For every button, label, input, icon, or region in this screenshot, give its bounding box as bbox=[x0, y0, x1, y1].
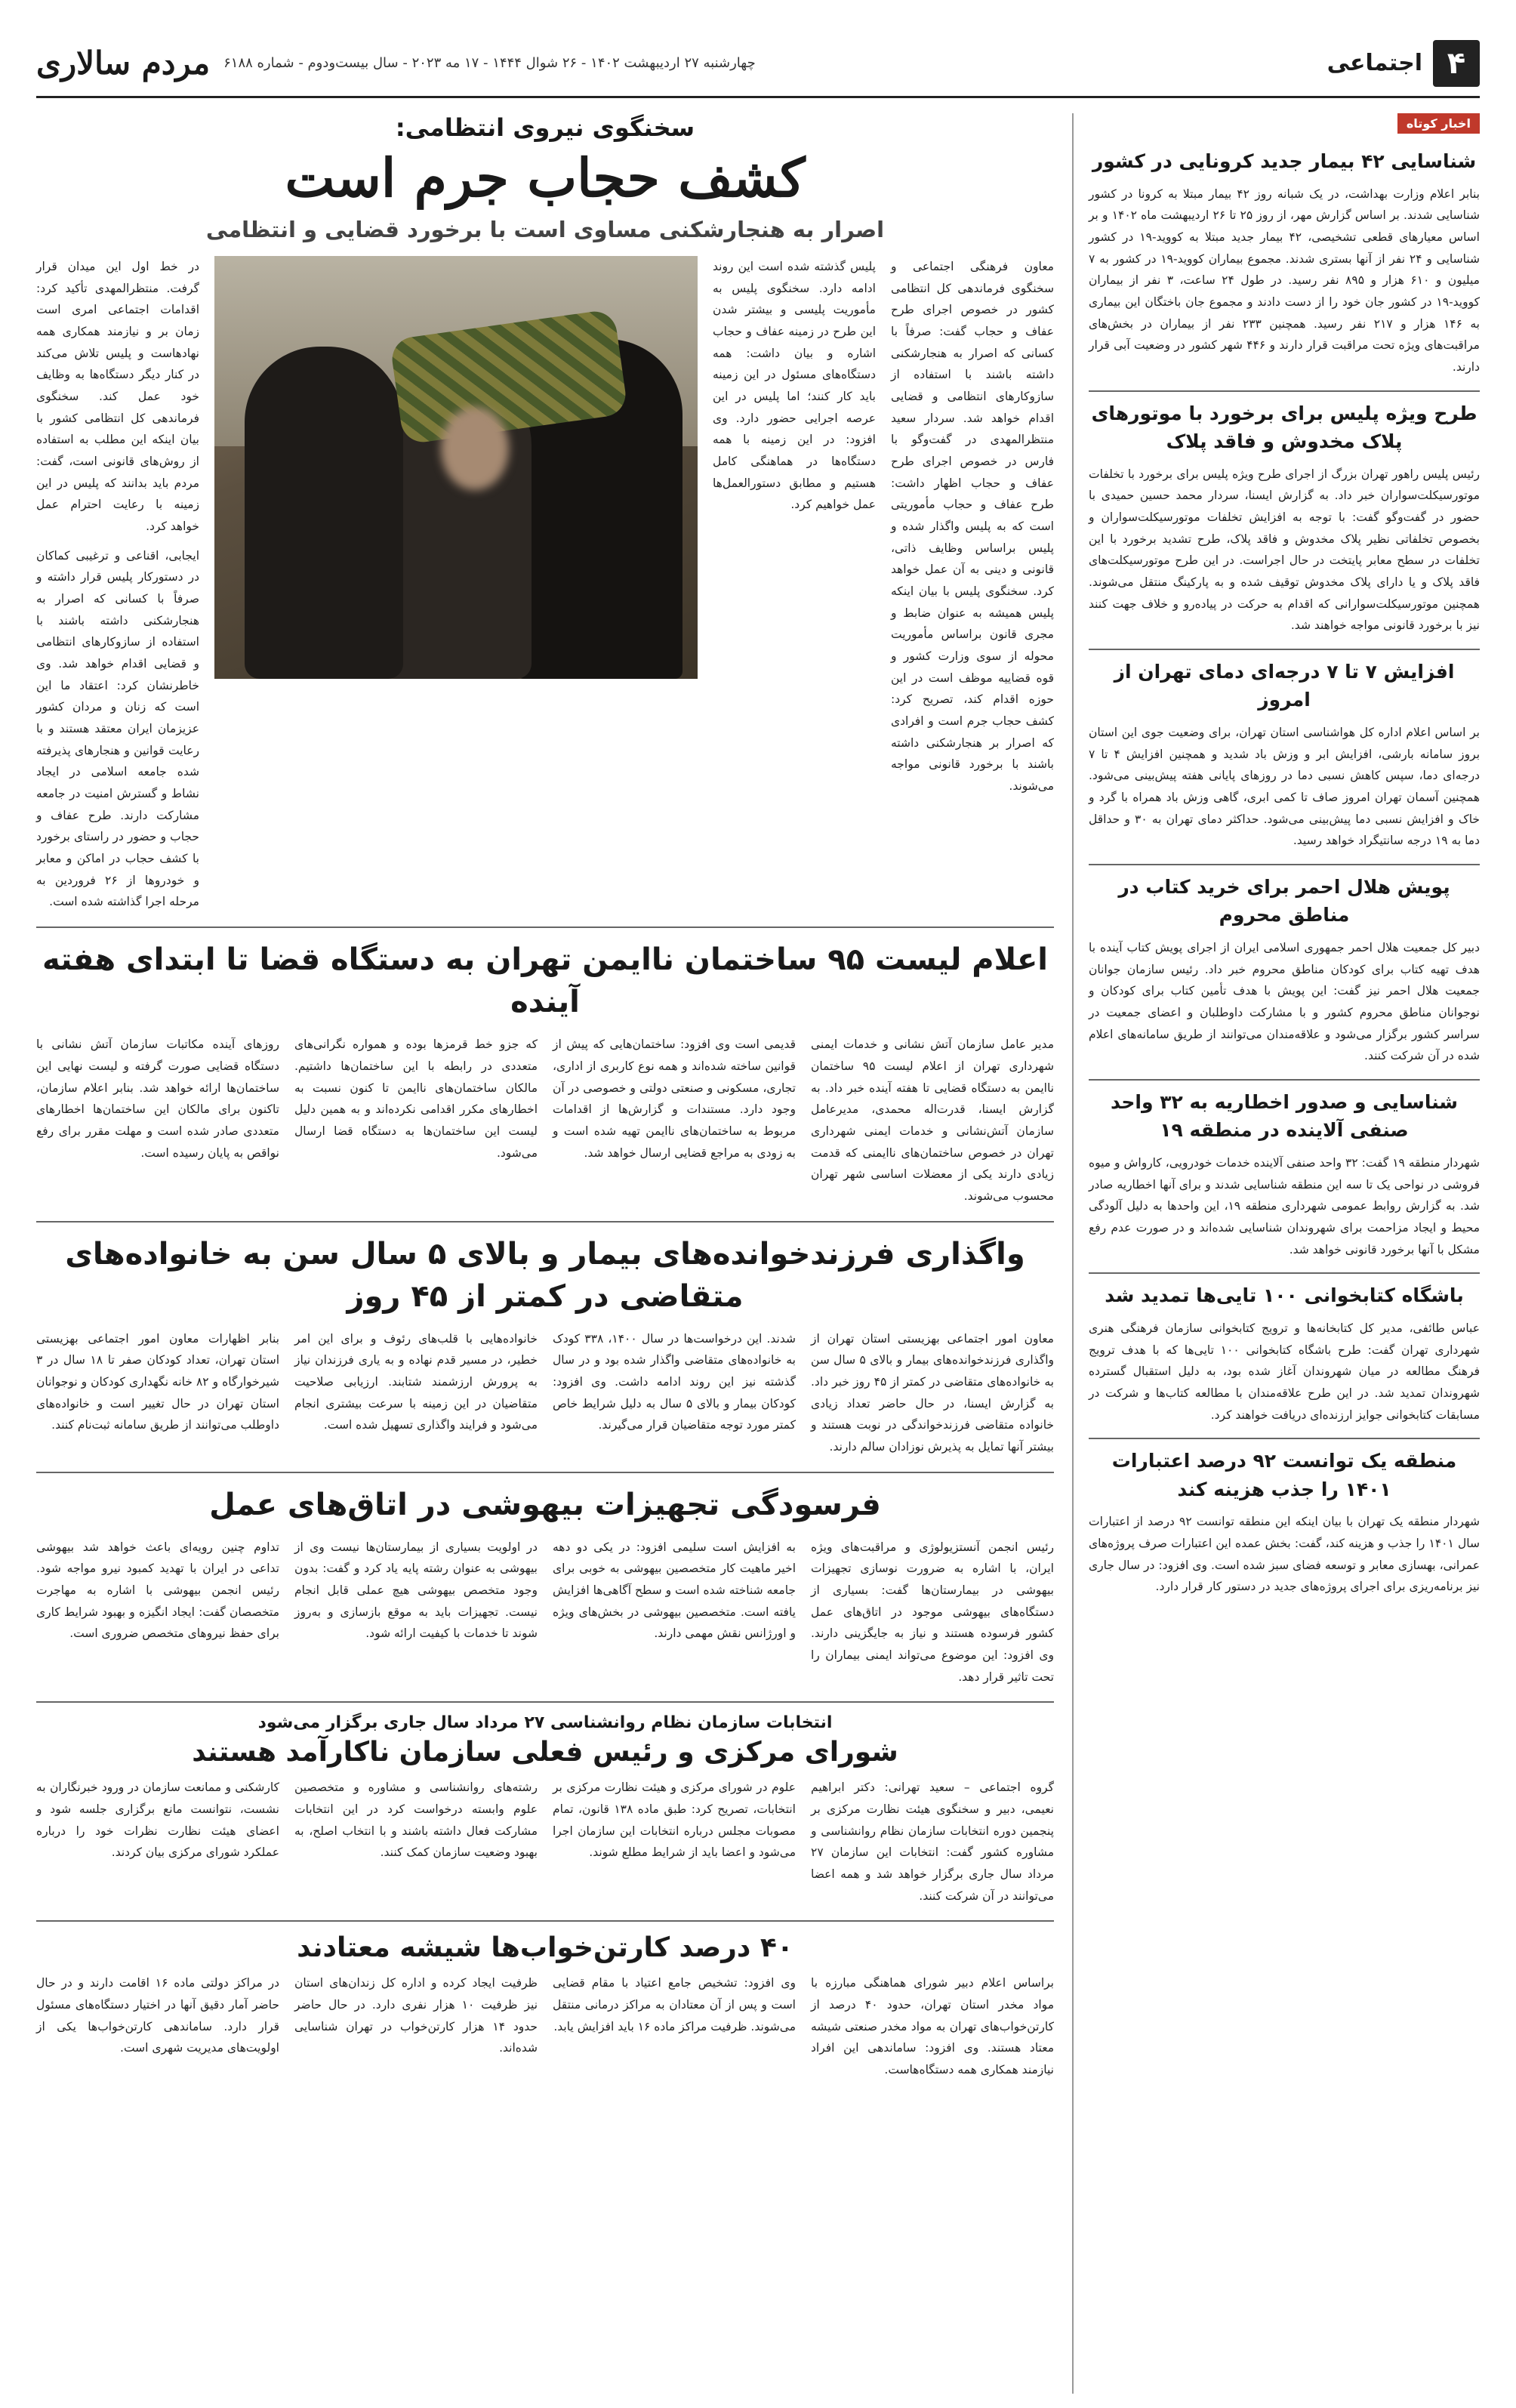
side-story-title: طرح ویژه پلیس برای برخورد با موتورهای پلاک مخدوش و فاقد پلاک bbox=[1091, 402, 1477, 453]
side-story-body: رئیس پلیس راهور تهران بزرگ از اجرای طرح ویژه پلیس برای برخورد با تخلفات موتورسیکلت‌سواران خبر داد. به گزارش ایسنا، سردار محمد حسین حمیدی با حضور در گفت‌وگو گفت: با توجه به افزایش تخلفات موتورسیکلت‌سواران و بخصوص تخلفاتی نظیر پلاک مخدوش و فاقد پلاک، طرح تشدید برخورد با این تخلفات در سطح معابر پایتخت در حال اجراست. در این طرح موتورسیکلت‌های فاقد پلاک و یا دارای پلاک مخدوش توقیف شده و به پارکینگ منتقل می‌شوند. همچنین موتورسیکلت‌سوارانی که اقدام به حرکت در پیاده‌رو و خلاف جهت کنند نیز با برخورد قانونی مواجه خواهند شد. bbox=[1089, 467, 1480, 633]
lead-subtitle: اصرار به هنجارشکنی مساوی است با برخورد قضایی و انتظامی bbox=[205, 217, 885, 242]
story-text: وی افزود: تشخیص جامع اعتیاد با مقام قضایی است و پس از آن معتادان به مراکز درمانی منتقل می‌شوند. ظرفیت مراکز ماده ۱۶ باید افزایش یابد. bbox=[553, 1976, 796, 2033]
short-news-tag: اخبار کوتاه bbox=[1397, 113, 1480, 134]
lead-column bbox=[891, 256, 1054, 913]
lead-story bbox=[36, 113, 1054, 928]
side-story-title: شناسایی ۴۲ بیمار جدید کرونایی در کشور bbox=[1092, 150, 1477, 172]
story-text: رئیس انجمن آنستزیولوژی و مراقبت‌های ویژه ایران، با اشاره به ضرورت نوسازی تجهیزات بیهوشی در بیمارستان‌ها گفت: بسیاری از دستگاه‌های بیهوشی موجود در اتاق‌های عمل کشور فرسوده هستند و نیاز به جایگزینی دارند. وی افزود: این موضوع می‌تواند ایمنی بیماران را تحت تاثیر قرار دهد. bbox=[811, 1540, 1054, 1684]
story-anesthesia bbox=[36, 1473, 1054, 1703]
story-unsafe-buildings bbox=[36, 928, 1054, 1222]
side-story-body: شهردار منطقه ۱۹ گفت: ۳۲ واحد صنفی آلاینده خدمات خودرویی، کارواش و میوه فروشی در نواحی یک تا سه این منطقه شناسایی شدند و برای آنها اخطاریه صادر شد. به گزارش روابط عمومی شهرداری منطقه ۱۹، این واحدها به دلیل آلودگی محیط و ایجاد مزاحمت برای شهروندان شناسایی شده‌اند و در صورت عدم رفع مشکل با آنها برخورد قانونی خواهد شد. bbox=[1089, 1155, 1480, 1256]
story-text: علوم در شورای مرکزی و هیئت نظارت مرکزی بر انتخابات، تصریح کرد: طبق ماده ۱۳۸ قانون، تمام مصوبات مجلس درباره انتخابات این سازمان اجرا می‌شود و اعضا باید از شرایط مطلع شوند. bbox=[553, 1781, 796, 1860]
lead-supertitle: سخنگوی نیروی انتظامی: bbox=[395, 113, 695, 142]
side-story bbox=[1089, 1274, 1480, 1439]
side-story-body: بنابر اعلام وزارت بهداشت، در یک شبانه روز ۴۲ بیمار مبتلا به کرونا در کشور شناسایی شدند. بر اساس گزارش مهر، از روز ۲۵ تا ۲۶ اردیبهشت ماه ۱۴۰۲ و بر اساس معیارهای قطعی تشخیصی، ۴۲ بیمار جدید مبتلا به کووید-۱۹ در کشور شناسایی و ۲۴ نفر از آنها بستری شدند. مجموع بیماران کووید-۱۹ در کشور به ۷ میلیون و ۶۱۰ هزار و ۸۹۵ نفر رسید. در طول ۲۴ ساعت، ۳ نفر از بیماران کووید-۱۹ در کشور جان خود را از دست دادند و مجموع جان باختگان این بیماری به ۱۴۶ هزار و ۲۱۷ نفر رسید. همچنین ۲۳۳ نفر از بیماران در بخش‌های مراقبت‌های ویژه تحت مراقبت قرار دارند و ۴۴۶ شهر کشور در وضعیت آبی قرار دارند. bbox=[1089, 187, 1480, 374]
side-story-body: بر اساس اعلام اداره کل هواشناسی استان تهران، برای وضعیت جوی این استان بروز سامانه بارشی، افزایش ابر و وزش باد شدید و همچنین افزایش ۴ تا ۷ درجه‌ای دما، سپس کاهش نسبی دما در روزهای پایانی هفته پیش‌بینی می‌شود. همچنین آسمان تهران امروز صاف تا کمی ابری، گاهی وزش باد همراه با گرد و خاک و افزایش نسبی دما پیش‌بینی می‌شود. حداکثر دمای تهران به ۳۰ و حداقل دما به ۱۹ درجه سانتیگراد خواهد رسید. bbox=[1089, 725, 1481, 848]
story-text: شدند. این درخواست‌ها در سال ۱۴۰۰، ۳۳۸ کودک به خانواده‌های متقاضی واگذار شده بود و در سال گذشته نیز این روند ادامه داشت. وی افزود: کودکان بیمار و بالای ۵ سال به دلیل شرایط خاص کمتر مورد توجه متقاضیان قرار می‌گیرند. bbox=[553, 1331, 796, 1432]
lead-body bbox=[36, 256, 1054, 913]
story-headline: شورای مرکزی و رئیس فعلی سازمان ناکارآمد هستند bbox=[192, 1737, 898, 1768]
lead-text: در خط اول این میدان قرار گرفت. منتظرالمهدی تأکید کرد: اقدامات اجتماعی امری است زمان بر و نیازمند همکاری همه نهادهاست و پلیس تلاش می‌کند در کنار دیگر دستگاه‌ها به وظایف خود عمل کند. سخنگوی فرماندهی کل انتظامی کشور با بیان اینکه این مطلب به استفاده از روش‌های قانونی است، گفت: مردم باید بدانند که پلیس در این زمینه با رعایت احترام عمل خواهد کرد. bbox=[36, 260, 199, 534]
lead-column bbox=[713, 256, 876, 913]
side-story-body: شهردار منطقه یک تهران با بیان اینکه این منطقه توانست ۹۲ درصد از اعتبارات سال ۱۴۰۱ را جذب و هزینه کند، گفت: بخش عمده این اعتبارات صرف پروژه‌های عمرانی، بهسازی معابر و توسعه فضای سبز شده است. وی افزود: در سال جاری نیز برنامه‌ریزی برای اجرای پروژه‌های جدید در دستور کار قرار دارد. bbox=[1089, 1515, 1481, 1594]
section-name: اجتماعی bbox=[1326, 50, 1422, 76]
story-text: که جزو خط قرمزها بوده و همواره نگرانی‌های متعددی در رابطه با این ساختمان‌ها داشتیم. مالکان ساختمان‌های ناایمن تا کنون نسبت به اخطارهای مکرر اقدامی نکرده‌اند و به همین دلیل لیست این ساختمان‌ها به دستگاه قضا ارسال می‌شود. bbox=[294, 1038, 538, 1160]
story-text: بنابر اظهارات معاون امور اجتماعی بهزیستی استان تهران، تعداد کودکان صفر تا ۱۸ سال در ۳ شیرخوارگاه و ۸۲ خانه نگهداری کودکان و نوجوانان استان تهران در حال تغییر است و خانواده‌های داوطلب می‌توانند از طریق سامانه ثبت‌نام کنند. bbox=[36, 1331, 280, 1432]
side-story bbox=[1089, 1081, 1480, 1274]
side-story-title: افزایش ۷ تا ۷ درجه‌ای دمای تهران از امروز bbox=[1114, 660, 1455, 711]
side-story-title: منطقه یک توانست ۹۲ درصد اعتبارات ۱۴۰۱ را جذب هزینه کند bbox=[1111, 1450, 1457, 1500]
story-text: روزهای آینده مکاتبات سازمان آتش نشانی با دستگاه قضایی صورت گرفته و لیست نهایی این ساختمان‌ها ارائه خواهد شد. بنابر اعلام سازمان، تاکنون برای مالکان این ساختمان‌ها اخطارهای متعددی صادر شده است و مهلت مقرر برای رفع نواقص به پایان رسیده است. bbox=[36, 1038, 279, 1160]
story-adoption bbox=[36, 1222, 1054, 1473]
side-story bbox=[1089, 650, 1480, 865]
section-header bbox=[1327, 40, 1480, 87]
side-story-body: دبیر کل جمعیت هلال احمر جمهوری اسلامی ایران از اجرای پویش کتاب آینده با هدف تهیه کتاب برای کودکان مناطق محروم خبر داد. رئیس سازمان جوانان جمعیت هلال احمر نیز گفت: این پویش با هدف تأمین کتاب برای کودکان و نوجوانان مناطق محروم کشور و با مشارکت داوطلبان و اعضای جمعیت در سراسر کشور برگزار می‌شود و علاقه‌مندان می‌توانند از طریق سامانه‌های اعلام شده در آن شرکت کنند. bbox=[1089, 940, 1480, 1063]
paper-header bbox=[36, 45, 756, 82]
lead-column bbox=[36, 256, 199, 913]
side-story-title: باشگاه کتابخوانی ۱۰۰ تایی‌ها تمدید شد bbox=[1105, 1284, 1464, 1307]
story-text: تداوم چنین رویه‌ای باعث خواهد شد بیهوشی تداعی در ایران با تهدید کمبود نیرو مواجه شود. رئیس انجمن بیهوشی با اشاره به مهاجرت متخصصان گفت: ایجاد انگیزه و بهبود شرایط کاری برای حفظ نیروهای متخصص ضروری است. bbox=[36, 1540, 279, 1641]
story-text: در مراکز دولتی ماده ۱۶ اقامت دارند و در حال حاضر آمار دقیق آنها در اختیار دستگاه‌های مسئول قرار دارد. ساماندهی کارتن‌خواب‌ها یکی از اولویت‌های مدیریت شهری است. bbox=[36, 1976, 279, 2055]
news-sidebar bbox=[1072, 113, 1480, 2394]
issue-line: چهارشنبه ۲۷ اردیبهشت ۱۴۰۲ - ۲۶ شوال ۱۴۴۴ - ۱۷ مه ۲۰۲۳ - سال بیست‌ودوم - شماره ۶۱۸۸ bbox=[223, 55, 756, 71]
story-text: ظرفیت ایجاد کرده و اداره کل زندان‌های استان نیز ظرفیت ۱۰ هزار نفری دارد. در حال حاضر حدود ۱۴ هزار کارتن‌خواب در تهران شناسایی شده‌اند. bbox=[294, 1976, 538, 2055]
story-kicker: انتخابات سازمان نظام روانشناسی ۲۷ مرداد سال جاری برگزار می‌شود bbox=[257, 1713, 833, 1733]
story-headline: اعلام لیست ۹۵ ساختمان ناایمن تهران به دستگاه قضا تا ابتدای هفته آینده bbox=[42, 942, 1049, 1020]
news-photo bbox=[214, 256, 698, 679]
story-text: به افزایش است سلیمی افزود: در یکی دو دهه اخیر ماهیت کار متخصصین بیهوشی به خوبی برای جامعه شناخته شده است و سطح آگاهی‌ها افزایش یافته است. متخصصین بیهوشی در بخش‌های ویژه و اورژانس نقش مهمی دارند. bbox=[553, 1540, 796, 1641]
side-story-title: شناسایی و صدور اخطاریه به ۳۲ واحد صنفی آلاینده در منطقه ۱۹ bbox=[1110, 1090, 1459, 1142]
paper-logo: مردم سالاری bbox=[36, 45, 211, 82]
masthead bbox=[36, 30, 1480, 98]
story-text: رشته‌های روانشناسی و مشاوره و متخصصین علوم وابسته درخواست کرد در این انتخابات مشارکت فعال داشته باشند و با انتخاب اصلح، به بهبود وضعیت سازمان کمک کنند. bbox=[294, 1781, 538, 1860]
page-number: ۴ bbox=[1433, 40, 1480, 87]
side-story bbox=[1089, 1439, 1480, 1610]
story-text: در اولویت بسیاری از بیمارستان‌ها نیست وی از بیهوشی به عنوان رشته پایه یاد کرد و گفت: بدون وجود متخصص بیهوشی هیچ عملی قابل انجام نیست. تجهیزات باید به موقع بازسازی و به‌روز شوند تا خدمات با کیفیت ارائه شود. bbox=[294, 1540, 538, 1641]
story-headline: واگذاری فرزندخوانده‌های بیمار و بالای ۵ سال سن به خانواده‌های متقاضی در کمتر از ۴۵ روز bbox=[65, 1236, 1025, 1314]
story-text: معاون امور اجتماعی بهزیستی استان تهران از واگذاری فرزندخوانده‌های بیمار و بالای ۵ سال سن به خانواده‌های متقاضی در کمتر از ۴۵ روز خبر داد. به گزارش ایسنا، در حال حاضر تعداد زیادی خانواده متقاضی فرزندخواندگی در نوبت هستند و بیشتر آنها تمایل به پذیرش نوزادان سالم دارند. bbox=[811, 1331, 1054, 1454]
story-text: قدیمی است وی افزود: ساختمان‌هایی که پیش از قوانین ساخته شده‌اند و همه نوع کاربری از اداری، تجاری، مسکونی و صنعتی دولتی و خصوصی در آن وجود دارد. مستندات و گزارش‌ها از اقدامات مربوط به ساختمان‌های ناایمن تهیه شده است و به زودی به مراجع قضایی ارسال خواهد شد. bbox=[553, 1038, 796, 1160]
side-story-title: پویش هلال احمر برای خرید کتاب در مناطق محروم bbox=[1118, 875, 1450, 927]
story-headline: ۴۰ درصد کارتن‌خواب‌ها شیشه معتادند bbox=[297, 1932, 793, 1964]
lead-headline: کشف حجاب جرم است bbox=[285, 146, 806, 209]
story-text: براساس اعلام دبیر شورای هماهنگی مبارزه با مواد مخدر استان تهران، حدود ۴۰ درصد از کارتن‌خواب‌های تهران به مواد مخدر صنعتی شیشه معتاد هستند. وی افزود: ساماندهی این افراد نیازمند همکاری همه دستگاه‌هاست. bbox=[811, 1976, 1054, 2077]
lead-text: ایجابی، اقناعی و ترغیبی کماکان در دستورکار پلیس قرار داشته و صرفاً با کسانی که اصرار به هنجارشکنی داشته باشند با استفاده از سازوکارهای انتظامی و قضایی اقدام خواهد شد. وی خاطرنشان کرد: اعتقاد ما این است که زنان و مردان کشور عزیزمان ایران معتقد هستند و با رعایت قوانین و هنجارهای پذیرفته شده جامعه اسلامی در ایجاد نشاط و گسترش امنیت در جامعه مشارکت دارند. طرح عفاف و حجاب و حضور در راستای برخورد با کشف حجاب در اماکن و معابر و خودروها از ۲۶ فروردین به مرحله اجرا گذاشته شده است. bbox=[36, 548, 199, 909]
side-story bbox=[1089, 392, 1480, 650]
lead-text: معاون فرهنگی اجتماعی و سخنگوی فرماندهی کل انتظامی کشور در خصوص اجرای طرح عفاف و حجاب گفت: صرفاً با کسانی که اصرار به هنجارشکنی داشته باشند با استفاده از سازوکارهای انتظامی و قضایی اقدام خواهد شد. سردار سعید منتظرالمهدی در گفت‌وگو با فارس در خصوص اجرای طرح عفاف و حجاب اظهار داشت: طرح عفاف و حجاب مأموریتی است که به پلیس واگذار شده و پلیس براساس وظایف ذاتی، قانونی و دینی به آن عمل خواهد کرد. سخنگوی پلیس با بیان اینکه پلیس همیشه به عنوان ضابط و مجری قانون براساس مأموریت محوله از سوی وزارت کشور و قوه قضاییه موظف است در این حوزه اقدام کند، تصریح کرد: کشف حجاب جرم است و افرادی که اصرار بر هنجارشکنی داشته باشند با برخورد قانونی مواجه می‌شوند. bbox=[891, 260, 1054, 794]
story-text: گروه اجتماعی – سعید تهرانی: دکتر ابراهیم نعیمی، دبیر و سخنگوی هیئت نظارت مرکزی بر پنجمین دوره انتخابات سازمان نظام روانشناسی و مشاوره کشور گفت: انتخابات این سازمان ۲۷ مرداد سال جاری برگزار خواهد شد و همه اعضا می‌توانند در آن شرکت کنند. bbox=[811, 1781, 1054, 1903]
story-headline: فرسودگی تجهیزات بیهوشی در اتاق‌های عمل bbox=[209, 1487, 881, 1522]
side-story-body: عباس طائفی، مدیر کل کتابخانه‌ها و ترویج کتابخوانی سازمان فرهنگی هنری شهرداری تهران گفت: طرح باشگاه کتابخوانی ۱۰۰ تایی‌ها که با هدف ترویج فرهنگ مطالعه در میان شهروندان آغاز شده بود، به دلیل استقبال گسترده شهروندان تمدید شد. در این طرح علاقه‌مندان با مطالعه کتاب‌ها و شرکت در مسابقات کتابخوانی جوایز ارزنده‌ای دریافت خواهند کرد. bbox=[1089, 1321, 1480, 1422]
page-layout bbox=[36, 113, 1480, 2394]
side-story bbox=[1089, 140, 1480, 392]
main-content bbox=[36, 113, 1054, 2394]
lead-text: پلیس گذشته شده است این روند ادامه دارد. سخنگوی پلیس به مأموریت پلیسی و بیشتر شدن این طرح در زمینه عفاف و حجاب اشاره و بیان داشت: همه دستگاه‌های مسئول در این زمینه باید کار کنند؛ اما پلیس در این عرصه اجرایی حضور دارد. وی افزود: در این زمینه با همه دستگاه‌ها در هماهنگی کامل هستیم و مطابق دستورالعمل‌ها عمل خواهیم کرد. bbox=[713, 260, 876, 512]
side-story bbox=[1089, 865, 1480, 1081]
story-text: مدیر عامل سازمان آتش نشانی و خدمات ایمنی شهرداری تهران از اعلام لیست ۹۵ ساختمان ناایمن به دستگاه قضایی تا هفته آینده خبر داد. به گزارش ایسنا، قدرت‌اله محمدی، مدیرعامل سازمان آتش‌نشانی و خدمات ایمنی شهرداری تهران در خصوص ساختمان‌های ناایمنی که قدمت زیادی دارند یکی از معضلات اساسی شهر تهران محسوب می‌شوند. bbox=[811, 1038, 1054, 1203]
story-addiction bbox=[36, 1922, 1054, 2094]
story-text: خانواده‌هایی با قلب‌های رئوف و برای این امر خطیر، در مسیر قدم نهاده و به یاری فرزندان نیاز به پرورش ارزشمند شتابند. ارزیابی صلاحیت متقاضیان در این زمینه با سرعت بیشتری انجام می‌شود و فرایند واگذاری تسهیل شده است. bbox=[294, 1331, 538, 1432]
story-text: کارشکنی و ممانعت سازمان در ورود خبرنگاران به نشست، نتوانست مانع برگزاری جلسه شود و اعضای هیئت نظارت نظرات خود را درباره عملکرد شورای مرکزی بیان کردند. bbox=[36, 1781, 279, 1860]
story-psychology-election bbox=[36, 1703, 1054, 1922]
